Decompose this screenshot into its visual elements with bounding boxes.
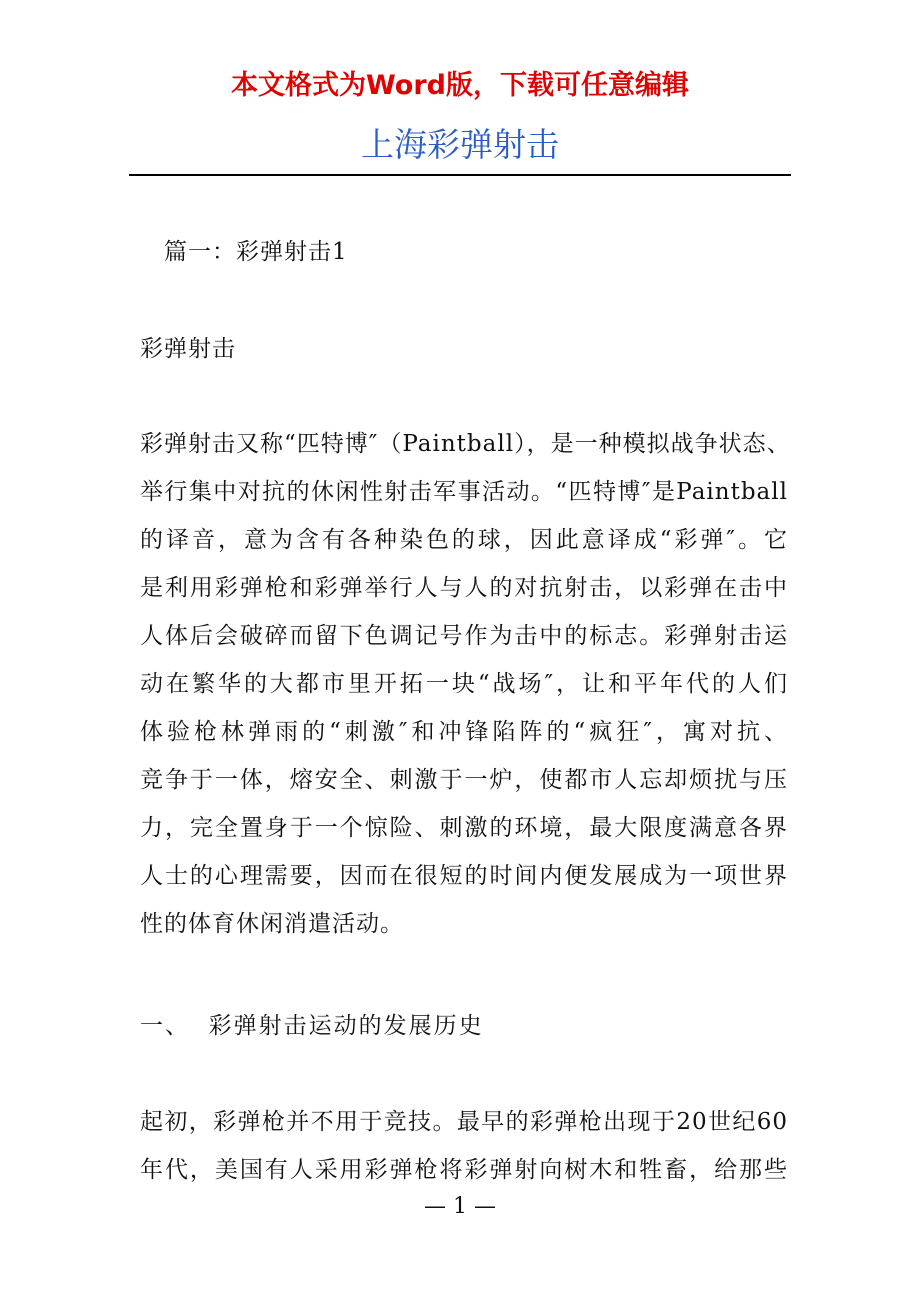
paragraph-line: 年代，美国有人采用彩弹枪将彩弹射向树木和牲畜，给那些 <box>140 1157 788 1183</box>
paragraph-line: 力，完全置身于一个惊险、刺激的环境，最大限度满意各界 <box>140 815 788 841</box>
paragraph-line: 人体后会破碎而留下色调记号作为击中的标志。彩弹射击运 <box>140 623 788 649</box>
document-title: 上海彩弹射击 <box>361 125 559 164</box>
part-heading: 篇一：彩弹射击1 <box>164 239 348 265</box>
format-notice-banner: 本文格式为Word版，下载可任意编辑 <box>230 70 689 101</box>
section-heading: 一、 彩弹射击运动的发展历史 <box>140 1013 484 1039</box>
section-heading-block <box>140 1002 788 1050</box>
paragraph-1 <box>140 420 791 948</box>
part-heading-block <box>140 228 788 276</box>
paragraph-line: 性的体育休闲消遣活动。 <box>140 911 404 937</box>
paragraph-line: 起初，彩弹枪并不用于竞技。最早的彩弹枪出现于20世纪60 <box>140 1109 788 1135</box>
paragraph-2 <box>140 1098 788 1194</box>
paragraph-line: 举行集中对抗的休闲性射击军事活动。“匹特博″是Paintball <box>140 479 788 505</box>
subheading-block <box>140 325 788 373</box>
paragraph-line: 彩弹射击又称“匹特博″（Paintball），是一种模拟战争状态、 <box>140 431 791 457</box>
paragraph-line: 竞争于一体，熔安全、刺激于一炉，使都市人忘却烦扰与压 <box>140 767 788 793</box>
paragraph-line: 动在繁华的大都市里开拓一块“战场″，让和平年代的人们 <box>140 671 788 697</box>
paragraph-line: 人士的心理需要，因而在很短的时间内便发展成为一项世界 <box>140 863 788 889</box>
subheading: 彩弹射击 <box>140 336 236 362</box>
paragraph-line: 体验枪林弹雨的“刺激″和冲锋陷阵的“疯狂″，寓对抗、 <box>140 719 788 745</box>
paragraph-line: 是利用彩弹枪和彩弹举行人与人的对抗射击，以彩弹在击中 <box>140 575 788 601</box>
title-divider <box>129 174 791 176</box>
paragraph-line: 的译音，意为含有各种染色的球，因此意译成“彩弹″。它 <box>140 527 788 553</box>
page-number: — 1 — <box>424 1194 496 1219</box>
